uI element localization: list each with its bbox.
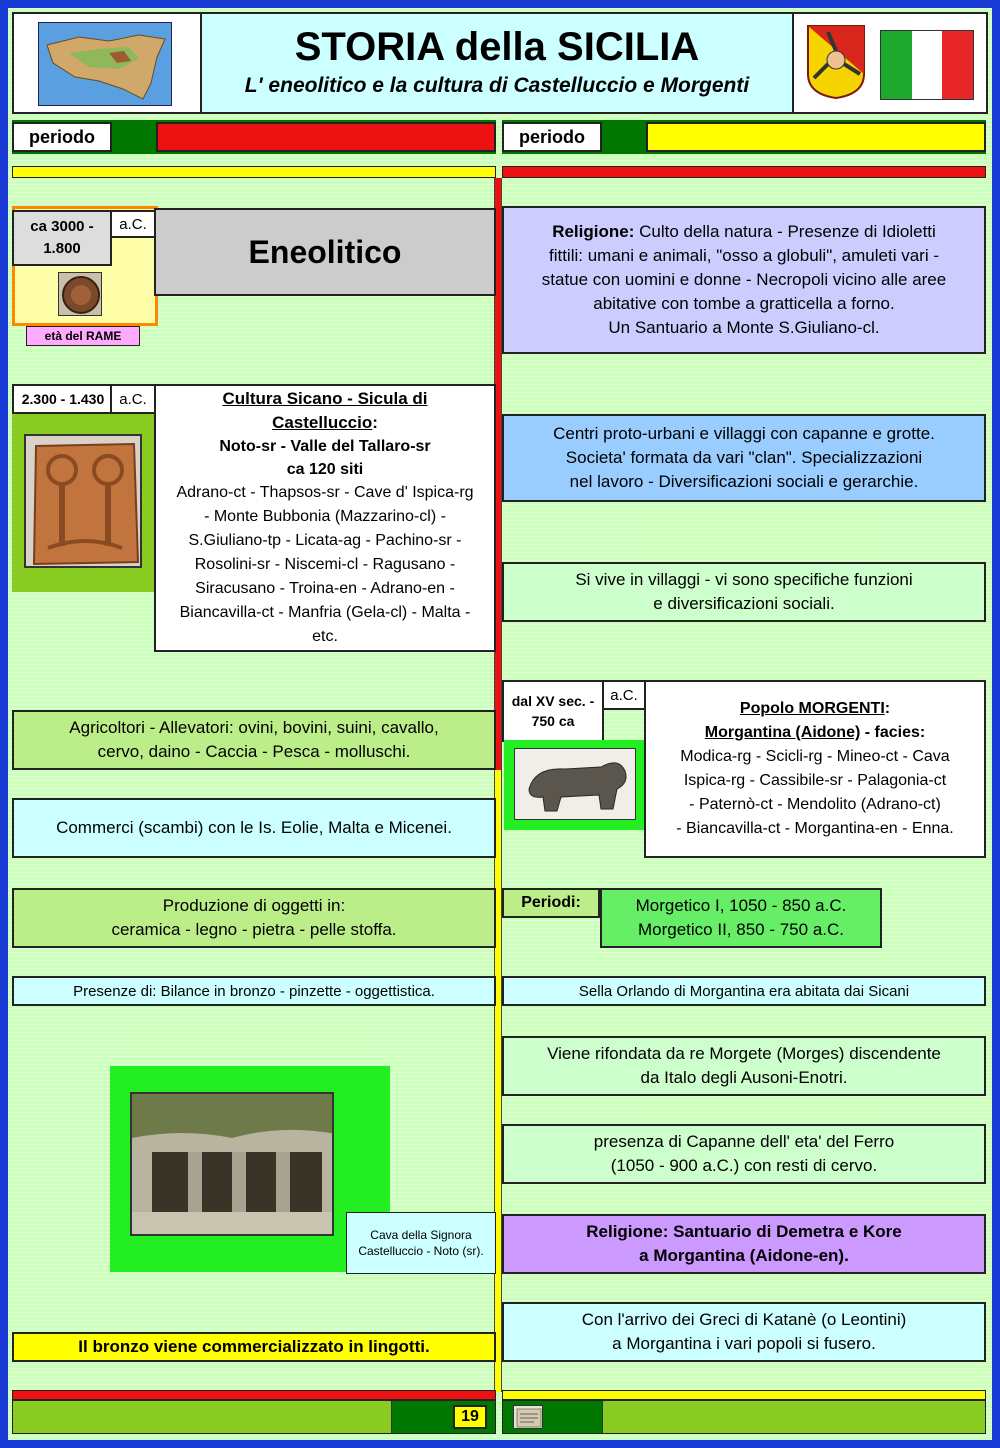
morgenti-title: Popolo MORGENTI	[739, 700, 885, 717]
castelluccio-site-line: - Monte Bubbonia (Mazzarino-cl) -	[204, 508, 446, 525]
terracotta-animal-image	[514, 748, 636, 820]
eneolitico-title: Eneolitico	[248, 233, 402, 270]
page	[8, 8, 992, 1440]
period-color-left	[156, 122, 496, 152]
presenze-text: Presenze di: Bilance in bronzo - pinzette - oggettistica.	[73, 982, 435, 1000]
castelluccio-site-line: S.Giuliano-tp - Licata-ag - Pachino-sr -	[188, 532, 462, 549]
centri-box	[502, 414, 986, 502]
castelluccio-title-place: Castelluccio	[272, 413, 373, 432]
footer-thumbnail-icon	[513, 1405, 543, 1429]
castelluccio-text-box	[154, 384, 496, 652]
eta-del-rame-tag: età del RAME	[26, 326, 140, 346]
rifondata-box	[502, 1036, 986, 1096]
periodi-line: Morgetico II, 850 - 750 a.C.	[638, 920, 844, 939]
religione-line: Un Santuario a Monte S.Giuliano-cl.	[608, 318, 880, 337]
capanne-line: (1050 - 900 a.C.) con resti di cervo.	[610, 1156, 878, 1175]
page-title: STORIA della SICILIA	[294, 25, 700, 69]
cave-caption-box	[346, 1212, 496, 1274]
castelluccio-date: 2.300 - 1.430	[12, 384, 114, 414]
period-label-left: periodo	[12, 122, 112, 152]
morgenti-site-line: Modica-rg - Scicli-rg - Mineo-ct - Cava	[680, 748, 950, 765]
religione-line: abitative con tombe a gratticella a forno.	[593, 294, 895, 313]
bronzo-text: Il bronzo viene commercializzato in lingotti.	[78, 1337, 430, 1356]
sella-text: Sella Orlando di Morgantina era abitata dai Sicani	[578, 982, 910, 1000]
villaggi-line: Si vive in villaggi - vi sono specifiche funzioni	[575, 570, 913, 589]
agricoltori-box	[12, 710, 496, 770]
sicily-map-image	[38, 22, 172, 106]
bronzo-box	[12, 1332, 496, 1362]
periodi-line: Morgetico I, 1050 - 850 a.C.	[635, 896, 847, 915]
castelluccio-site-line: Biancavilla-ct - Manfria (Gela-cl) - Malta -	[179, 604, 471, 621]
centri-line: Centri proto-urbani e villaggi con capanne e grotte.	[553, 424, 935, 443]
footer-right	[502, 1400, 986, 1434]
commerci-text: Commerci (scambi) con le Is. Eolie, Malta e Micenei.	[56, 818, 452, 837]
agricoltori-line: cervo, daino - Caccia - Pesca - molluschi.	[97, 742, 411, 761]
morgenti-date	[502, 680, 604, 742]
villaggi-box	[502, 562, 986, 622]
castelluccio-site-line: Siracusano - Troina-en - Adrano-en -	[195, 580, 455, 597]
periodi-box	[600, 888, 882, 948]
castelluccio-stone-image	[24, 434, 142, 568]
produzione-line: Produzione di oggetti in:	[162, 896, 346, 915]
produzione-line: ceramica - legno - pietra - pelle stoffa.	[111, 920, 397, 939]
greci-box	[502, 1302, 986, 1362]
religione-line: fittili: umani e animali, "osso a globuli", amuleti vari -	[548, 246, 939, 265]
castelluccio-title-colon: :	[372, 413, 378, 432]
rifondata-line: da Italo degli Ausoni-Enotri.	[640, 1068, 848, 1087]
bottom-strip-right	[502, 1390, 986, 1400]
cave-della-signora-image	[130, 1092, 334, 1236]
castelluccio-era: a.C.	[110, 384, 156, 414]
santuario-box	[502, 1214, 986, 1274]
period-bar-left	[12, 120, 496, 154]
morgenti-era: a.C.	[602, 680, 646, 710]
morgenti-sub-line	[705, 721, 925, 745]
santuario-line: Religione: Santuario di Demetra e Kore	[586, 1222, 902, 1241]
header-flags-box	[792, 12, 988, 114]
trinacria-emblem-icon	[806, 24, 866, 100]
period-color-right	[646, 122, 986, 152]
eneolitico-title-box	[154, 208, 496, 296]
castelluccio-sub1: Noto-sr - Valle del Tallaro-sr	[219, 438, 431, 455]
morgenti-site-line: - Biancavilla-ct - Morgantina-en - Enna.	[676, 820, 954, 837]
period-bar-right	[502, 120, 986, 154]
presenze-box	[12, 976, 496, 1006]
religione-box	[502, 206, 986, 354]
eneolitico-date	[12, 210, 112, 266]
rifondata-line: Viene rifondata da re Morgete (Morges) discendente	[547, 1044, 941, 1063]
commerci-box	[12, 798, 496, 858]
morgenti-title-colon: :	[884, 700, 891, 717]
bottom-strip-left	[12, 1390, 496, 1400]
religione-text: Culto della natura - Presenze di Idioletti	[634, 222, 936, 241]
eneolitico-era: a.C.	[110, 210, 156, 238]
centri-line: Societa' formata da vari "clan". Specializzazioni	[565, 448, 923, 467]
morgenti-site-line: - Paternò-ct - Mendolito (Adrano-ct)	[689, 796, 941, 813]
capanne-box	[502, 1124, 986, 1184]
center-divider-yellow	[494, 770, 502, 1392]
castelluccio-title-line1: Cultura Sicano - Sicula di	[222, 389, 428, 408]
castelluccio-site-line: etc.	[312, 628, 338, 645]
copper-artifact-image	[58, 272, 102, 316]
religione-label: Religione:	[552, 222, 635, 241]
santuario-line: a Morgantina (Aidone-en).	[639, 1246, 849, 1265]
cave-caption-line: Cava della Signora	[370, 1228, 472, 1242]
morgenti-sub-rest: - facies:	[860, 724, 926, 741]
castelluccio-sub2: ca 120 siti	[286, 461, 364, 478]
greci-line: Con l'arrivo dei Greci di Katanè (o Leontini)	[581, 1310, 907, 1329]
morgenti-date-text: dal XV sec. - 750 ca	[511, 693, 595, 729]
villaggi-line: e diversificazioni sociali.	[653, 594, 835, 613]
top-strip-left	[12, 166, 496, 178]
religione-line: statue con uomini e donne - Necropoli vicino alle aree	[541, 270, 947, 289]
top-strip-right	[502, 166, 986, 178]
periodi-label: Periodi:	[502, 888, 600, 918]
footer-left	[12, 1400, 496, 1434]
italian-flag-icon	[880, 30, 974, 100]
greci-line: a Morgantina i vari popoli si fusero.	[612, 1334, 876, 1353]
header-title-box	[200, 12, 794, 114]
castelluccio-title-line2	[272, 411, 378, 435]
castelluccio-site-line: Adrano-ct - Thapsos-sr - Cave d' Ispica-rg	[176, 484, 474, 501]
eneolitico-date-text: ca 3000 - 1.800	[30, 218, 94, 257]
agricoltori-line: Agricoltori - Allevatori: ovini, bovini, suini, cavallo,	[69, 718, 439, 737]
morgenti-sub-place: Morgantina (Aidone)	[704, 724, 861, 741]
morgenti-text-box	[644, 680, 986, 858]
religione-line	[552, 220, 936, 244]
produzione-box	[12, 888, 496, 948]
castelluccio-site-line: Rosolini-sr - Niscemi-cl - Ragusano -	[194, 556, 456, 573]
sella-box	[502, 976, 986, 1006]
page-number: 19	[453, 1405, 487, 1429]
header-map-box	[12, 12, 202, 114]
page-subtitle: L' eneolitico e la cultura di Castelluccio e Morgenti	[244, 74, 750, 97]
morgenti-title-line	[740, 697, 890, 721]
morgenti-site-line: Ispica-rg - Cassibile-sr - Palagonia-ct	[683, 772, 947, 789]
capanne-line: presenza di Capanne dell' eta' del Ferro	[593, 1132, 895, 1151]
centri-line: nel lavoro - Diversificazioni sociali e gerarchie.	[569, 472, 919, 491]
period-label-right: periodo	[502, 122, 602, 152]
cave-caption-line: Castelluccio - Noto (sr).	[358, 1244, 484, 1258]
